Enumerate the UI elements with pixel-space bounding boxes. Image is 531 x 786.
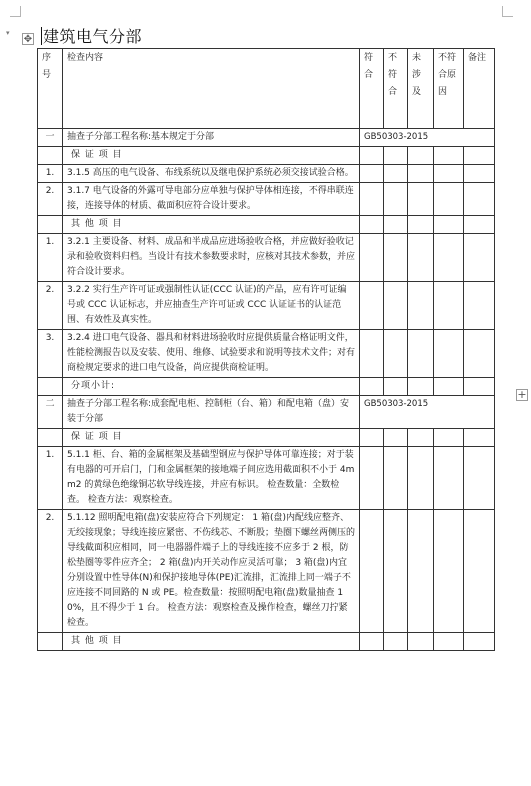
check-cell[interactable] [384,216,408,234]
document-title-line[interactable] [41,24,142,47]
check-cell[interactable] [384,147,408,165]
check-cell[interactable] [408,633,434,651]
check-cell[interactable] [464,429,495,447]
group-label[interactable]: 保 证 项 目 [63,147,360,165]
check-cell[interactable] [360,216,384,234]
group-label[interactable]: 分项小计: [63,378,360,396]
check-cell[interactable] [408,330,434,378]
check-cell[interactable] [384,633,408,651]
item-number[interactable]: 2. [38,282,63,330]
item-content[interactable]: 3.1.7 电气设备的外露可导电部分应单独与保护导体相连接，不得串联连接，连接导体的材质、截面积应符合设计要求。 [63,183,360,216]
collapse-arrow-icon[interactable]: ▾ [6,29,10,37]
check-cell[interactable] [434,282,464,330]
table-row-label [38,378,495,396]
header-seq[interactable]: 序号 [38,49,63,129]
header-reason[interactable]: 不符合原因 [434,49,464,129]
table-row-section [38,129,495,147]
check-cell[interactable] [408,510,434,633]
check-cell[interactable] [360,282,384,330]
empty-cell[interactable] [38,378,63,396]
check-cell[interactable] [434,216,464,234]
check-cell[interactable] [360,147,384,165]
check-cell[interactable] [434,429,464,447]
check-cell[interactable] [434,234,464,282]
check-cell[interactable] [360,234,384,282]
item-number[interactable]: 1. [38,234,63,282]
table-move-handle-icon[interactable]: ✥ [23,34,33,45]
header-nonconform[interactable]: 不符合 [384,49,408,129]
header-remarks[interactable]: 备注 [464,49,495,129]
item-number[interactable]: 2. [38,183,63,216]
check-cell[interactable] [360,510,384,633]
check-cell[interactable] [464,633,495,651]
empty-cell[interactable] [38,216,63,234]
header-content[interactable]: 检查内容 [63,49,360,129]
item-content[interactable]: 3.1.5 高压的电气设备、布线系统以及继电保护系统必须交接试验合格。 [63,165,360,183]
check-cell[interactable] [408,183,434,216]
check-cell[interactable] [434,330,464,378]
table-row-label [38,633,495,651]
check-cell[interactable] [408,429,434,447]
check-cell[interactable] [384,282,408,330]
check-cell[interactable] [408,378,434,396]
check-cell[interactable] [464,216,495,234]
check-cell[interactable] [408,234,434,282]
check-cell[interactable] [384,447,408,510]
table-row-item [38,330,495,378]
check-cell[interactable] [434,378,464,396]
check-cell[interactable] [408,147,434,165]
check-cell[interactable] [464,165,495,183]
check-cell[interactable] [434,165,464,183]
check-cell[interactable] [384,429,408,447]
table-row-label [38,429,495,447]
table-row-section [38,396,495,429]
table-row-item [38,447,495,510]
check-cell[interactable] [384,378,408,396]
check-cell[interactable] [464,282,495,330]
table-row-item [38,510,495,633]
check-cell[interactable] [464,234,495,282]
section-title[interactable]: 抽查子分部工程名称:成套配电柜、控制柜（台、箱）和配电箱（盘）安装于分部 [63,396,360,429]
check-cell[interactable] [408,447,434,510]
add-column-icon[interactable]: + [517,388,527,401]
check-cell[interactable] [384,510,408,633]
check-cell[interactable] [464,183,495,216]
item-number[interactable]: 2. [38,510,63,633]
header-not-involved[interactable]: 未涉及 [408,49,434,129]
standard-code[interactable]: GB50303-2015 [360,129,495,147]
check-cell[interactable] [360,330,384,378]
header-conform[interactable]: 符合 [360,49,384,129]
check-cell[interactable] [360,183,384,216]
check-cell[interactable] [434,447,464,510]
check-cell[interactable] [464,510,495,633]
page-corner-mark-left [10,6,21,17]
table-row-item [38,234,495,282]
item-number[interactable]: 1. [38,165,63,183]
section-number[interactable]: 二 [38,396,63,429]
check-cell[interactable] [384,330,408,378]
table-row-item [38,183,495,216]
group-label[interactable]: 其 他 项 目 [63,216,360,234]
check-cell[interactable] [384,183,408,216]
section-number[interactable]: 一 [38,129,63,147]
table-row-label [38,216,495,234]
item-number[interactable]: 3. [38,330,63,378]
check-cell[interactable] [408,216,434,234]
check-cell[interactable] [434,183,464,216]
group-label[interactable]: 其 他 项 目 [63,633,360,651]
inspection-table [37,48,495,651]
table-header-row [38,49,495,129]
item-content[interactable]: 3.2.1 主要设备、材料、成品和半成品应进场验收合格，并应做好验收记录和验收资料归档。当设计有技术参数要求时，应核对其技术参数，并应符合设计要求。 [63,234,360,282]
item-content[interactable]: 5.1.1 柜、台、箱的金属框架及基础型钢应与保护导体可靠连接；对于装有电器的可开启门，门和金属框架的接地端子间应选用截面积不小于 4mm2 的黄绿色绝缘铜芯软导线连接，并应有标识。 检查数量：全数检查。 检查方法：观察检查。 [63,447,360,510]
table-row-label [38,147,495,165]
empty-cell[interactable] [38,633,63,651]
check-cell[interactable] [360,429,384,447]
check-cell[interactable] [464,378,495,396]
document-title: 建筑电气分部 [43,27,143,46]
table-row-item [38,165,495,183]
check-cell[interactable] [408,282,434,330]
check-cell[interactable] [360,165,384,183]
check-cell[interactable] [434,633,464,651]
check-cell[interactable] [408,165,434,183]
check-cell[interactable] [434,147,464,165]
empty-cell[interactable] [38,429,63,447]
table-row-item [38,282,495,330]
check-cell[interactable] [360,633,384,651]
check-cell[interactable] [464,147,495,165]
check-cell[interactable] [464,330,495,378]
item-content[interactable]: 5.1.12 照明配电箱(盘)安装应符合下列规定： 1 箱(盘)内配线应整齐、无绞接现象；导线连接应紧密、不伤线芯、不断股；垫圈下螺丝两侧压的导线截面积应相同，同一电器器件端子上的导线连接不应多于 2 根，防松垫圈等零件应齐全； 2 箱(盘)内开关动作应灵活可靠； 3 箱(盘)内宜分别设置中性导体(N)和保护接地导体(PE)汇流排，汇流排上同一端子不应连接不同回路的 N 或 PE。检查数量：按照明配电箱(盘)数量抽查 10%，且不得少于 1 台。 检查方法：观察检查及操作检查，螺丝刀拧紧检查。 [63,510,360,633]
check-cell[interactable] [360,378,384,396]
item-number[interactable]: 1. [38,447,63,510]
group-label[interactable]: 保 证 项 目 [63,429,360,447]
check-cell[interactable] [360,447,384,510]
text-cursor [41,27,42,45]
empty-cell[interactable] [38,147,63,165]
standard-code[interactable]: GB50303-2015 [360,396,495,429]
check-cell[interactable] [384,234,408,282]
check-cell[interactable] [464,447,495,510]
item-content[interactable]: 3.2.4 进口电气设备、器具和材料进场验收时应提供质量合格证明文件，性能检测报告以及安装、使用、维修、试验要求和说明等技术文件；对有商检规定要求的进口电气设备，尚应提供商检证明。 [63,330,360,378]
page-corner-mark-right [502,6,513,17]
section-title[interactable]: 抽查子分部工程名称:基本规定于分部 [63,129,360,147]
check-cell[interactable] [384,165,408,183]
item-content[interactable]: 3.2.2 实行生产许可证或强制性认证(CCC 认证)的产品，应有许可证编号或 CCC 认证标志，并应抽查生产许可证或 CCC 认证证书的认证范围、有效性及真实性。 [63,282,360,330]
check-cell[interactable] [434,510,464,633]
